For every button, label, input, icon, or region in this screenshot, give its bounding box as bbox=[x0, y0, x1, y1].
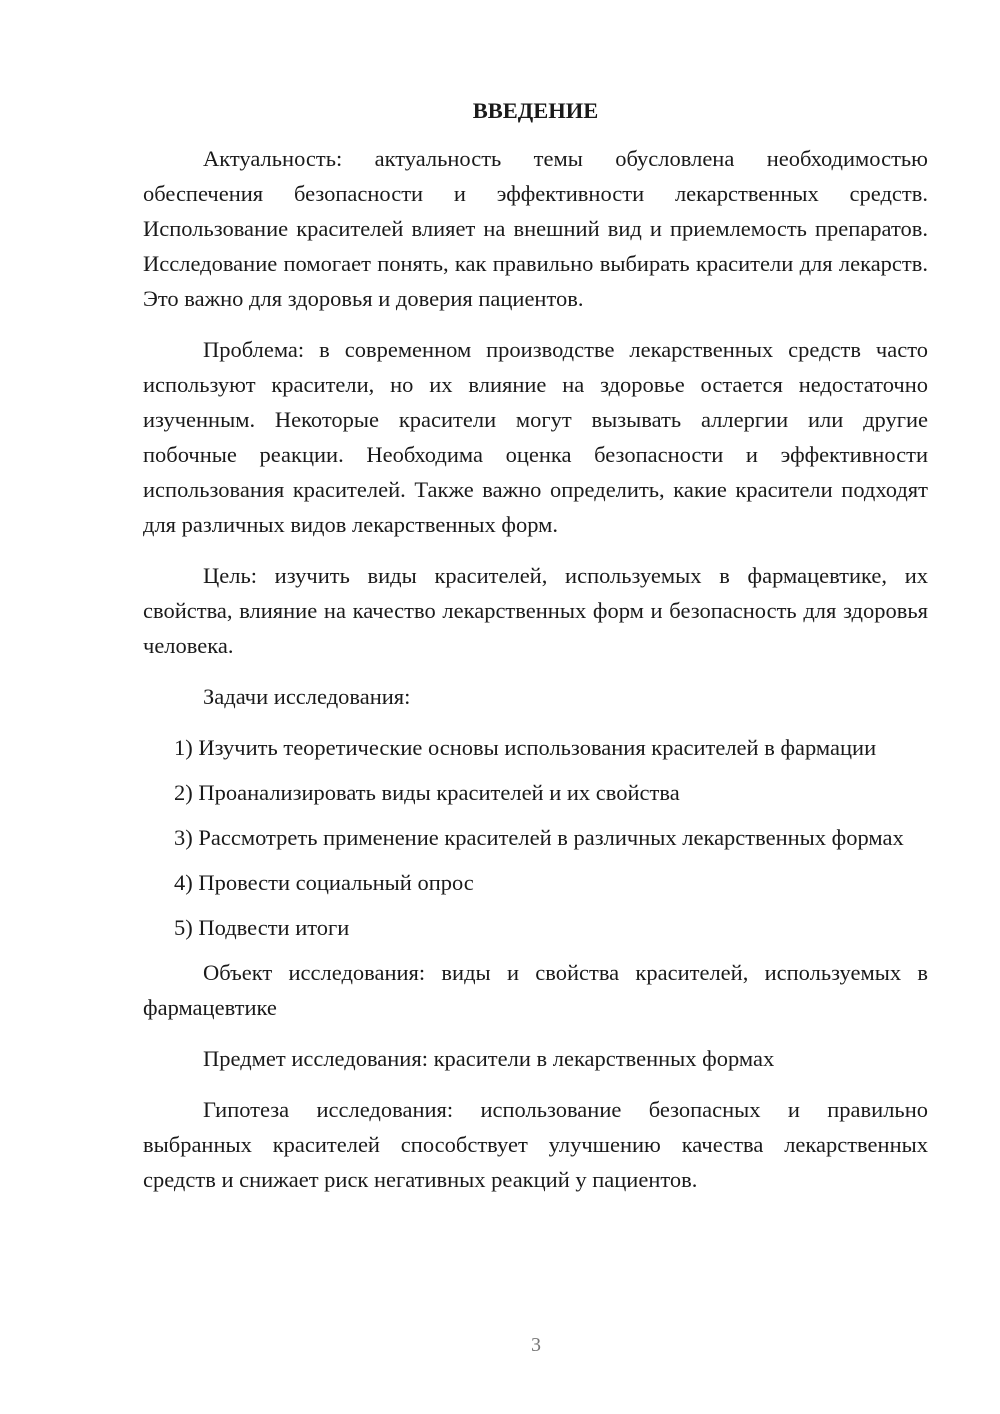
hypothesis-paragraph: Гипотеза исследования: использование безопасных и правильно выбранных красителей способствует улучшению качества лекарственных средств и снижает риск негативных реакций у пациентов. bbox=[143, 1097, 928, 1192]
page-content bbox=[143, 95, 928, 1213]
task-item-4: 4) Провести социальный опрос bbox=[174, 870, 474, 895]
page-title: ВВЕДЕНИЕ bbox=[472, 98, 599, 123]
task-item-3: 3) Рассмотреть применение красителей в различных лекарственных формах bbox=[174, 825, 904, 850]
task-item-1: 1) Изучить теоретические основы использования красителей в фармации bbox=[174, 735, 877, 760]
tasks-heading: Задачи исследования: bbox=[203, 684, 411, 709]
object-paragraph: Объект исследования: виды и свойства красителей, используемых в фармацевтике bbox=[143, 960, 928, 1020]
relevance-paragraph: Актуальность: актуальность темы обусловлена необходимостью обеспечения безопасности и эффективности лекарственных средств. Использование красителей влияет на внешний вид и приемлемость препаратов. Исследование помогает понять, как правильно выбирать красители для лекарств. Это важно для здоровья и доверия пациентов. bbox=[143, 146, 928, 311]
task-item-2: 2) Проанализировать виды красителей и их свойства bbox=[174, 780, 680, 805]
page-number: 3 bbox=[531, 1334, 541, 1356]
task-item-5: 5) Подвести итоги bbox=[174, 915, 350, 940]
problem-paragraph: Проблема: в современном производстве лекарственных средств часто используют красители, но их влияние на здоровье остается недостаточно изученным. Некоторые красители могут вызывать аллергии или другие побочные реакции. Необходима оценка безопасности и эффективности использования красителей. Также важно определить, какие красители подходят для различных видов лекарственных форм. bbox=[143, 337, 928, 537]
goal-paragraph: Цель: изучить виды красителей, используемых в фармацевтике, их свойства, влияние на качество лекарственных форм и безопасность для здоровья человека. bbox=[143, 563, 928, 658]
subject-paragraph: Предмет исследования: красители в лекарственных формах bbox=[203, 1046, 775, 1071]
